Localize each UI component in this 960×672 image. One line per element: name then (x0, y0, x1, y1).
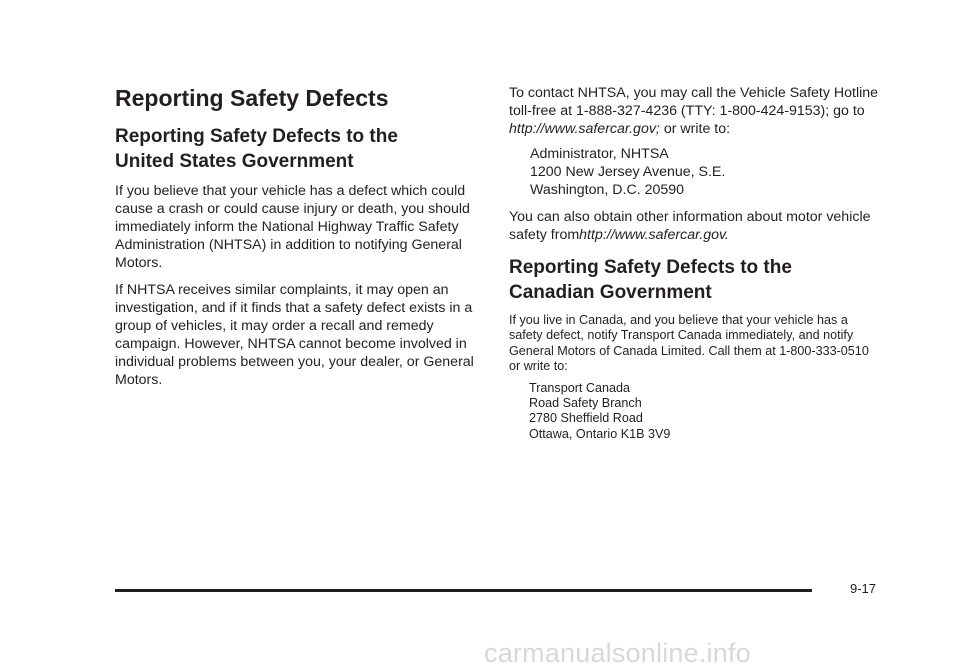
canada-paragraph: If you live in Canada, and you believe that your vehicle has a safety defect, notify Transport Canada immediately, and notify General Motors of Canada Limited. Call them at 1-800-333-0510 or write to: (509, 313, 869, 374)
safercar-link-2[interactable]: http://www.safercar.gov. (579, 227, 729, 243)
address-line: Transport Canada (529, 380, 631, 395)
address-line: 1200 New Jersey Avenue, S.E. (530, 164, 726, 180)
safercar-link[interactable]: http://www.safercar.gov; (509, 121, 660, 137)
address-line: Washington, D.C. 20590 (530, 182, 685, 198)
transport-canada-address (509, 381, 879, 443)
nhtsa-address (509, 145, 879, 199)
address-line: Road Safety Branch (529, 396, 642, 411)
left-column (115, 84, 480, 389)
address-line: Administrator, NHTSA (530, 146, 669, 162)
nhtsa-investigation-paragraph: If NHTSA receives similar complaints, it may open an investigation, and if it finds that a safety defect exists in a group of vehicles, it may order a recall and remedy campaign. However, NHTSA cannot become involved in individual problems between you, your dealer, or General Motors. (115, 282, 474, 388)
right-column (509, 84, 879, 442)
page-number: 9-17 (850, 581, 877, 596)
address-line: 2780 Sheffield Road (529, 411, 643, 426)
section-title: Reporting Safety Defects (115, 85, 389, 111)
us-heading-line1: Reporting Safety Defects to the (115, 126, 398, 147)
watermark: carmanualsonline.info (484, 638, 751, 668)
address-line: Ottawa, Ontario K1B 3V9 (529, 426, 671, 441)
canada-heading-line2: Canadian Government (509, 282, 712, 303)
footer-rule (115, 589, 812, 592)
contact-nhtsa-paragraph (509, 84, 879, 138)
us-defect-paragraph: If you believe that your vehicle has a defect which could cause a crash or could cause injury or death, you should immediately inform the National Highway Traffic Safety Administration (NHTSA) in addition to notifying General Motors. (115, 183, 470, 271)
info-paragraph (509, 208, 879, 244)
us-heading-line2: United States Government (115, 151, 354, 172)
us-government-heading (115, 124, 480, 174)
canada-government-heading (509, 255, 879, 305)
contact-suffix: or write to: (659, 121, 731, 137)
canada-heading-line1: Reporting Safety Defects to the (509, 257, 792, 278)
info-text: You can also obtain other information about motor vehicle safety from (509, 209, 871, 243)
contact-text: To contact NHTSA, you may call the Vehicle Safety Hotline toll-free at 1-888-327-4236 (TTY: 1-800-424-9153); go to (509, 85, 879, 119)
